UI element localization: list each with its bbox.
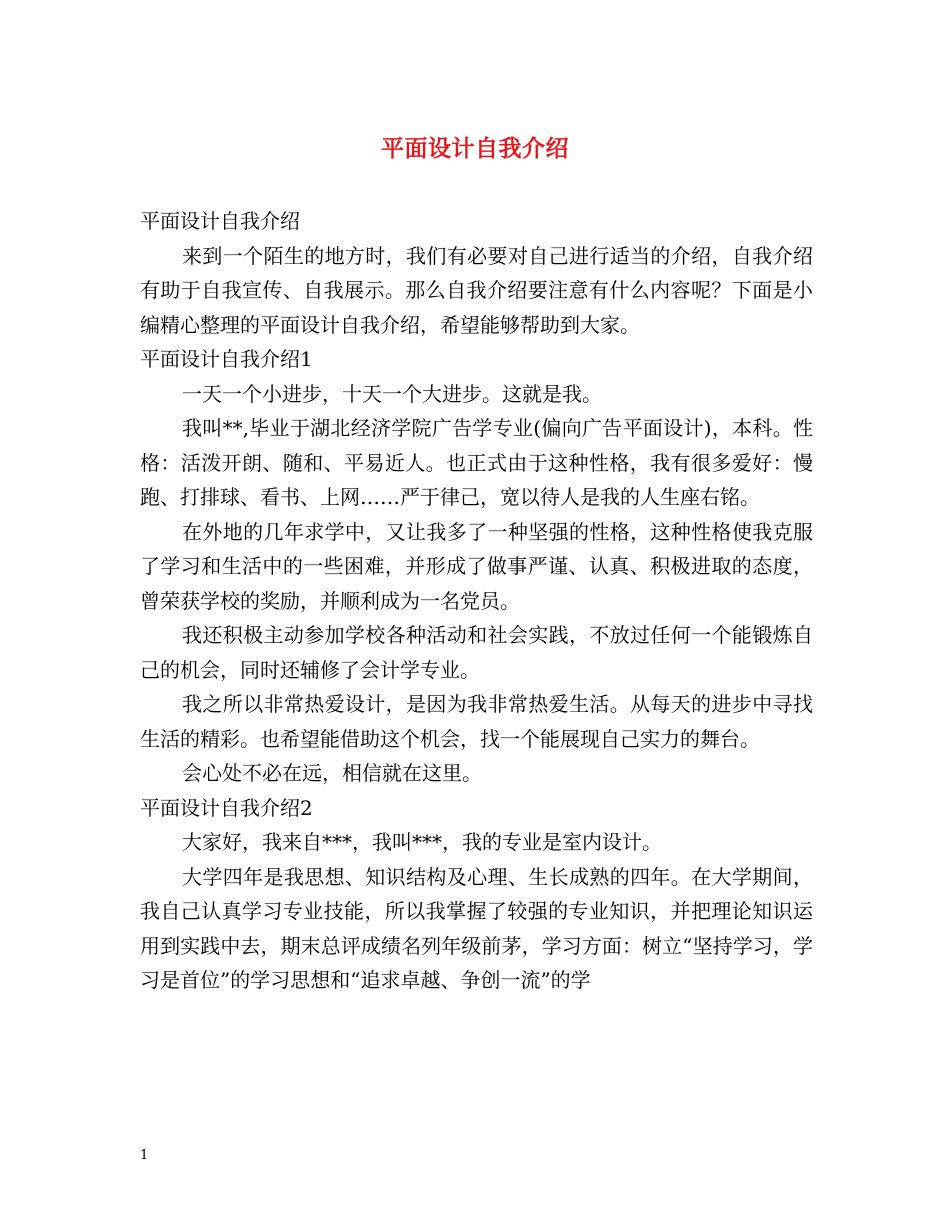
paragraph-intro: 来到一个陌生的地方时，我们有必要对自己进行适当的介绍，自我介绍有助于自我宣传、自我展示。那么自我介绍要注意有什么内容呢？下面是小编精心整理的平面设计自我介绍，希望能够帮助到大家。 — [140, 243, 813, 337]
paragraph: 一天一个小进步，十天一个大进步。这就是我。 — [182, 381, 602, 406]
paragraph: 在外地的几年求学中，又让我多了一种坚强的性格，这种性格使我克服了学习和生活中的一些困难，并形成了做事严谨、认真、积极进取的态度，曾荣获学校的奖励，并顺利成为一名党员。 — [140, 519, 813, 613]
section-heading-intro: 平面设计自我介绍 — [140, 209, 300, 233]
paragraph: 大家好，我来自***，我叫***，我的专业是室内设计。 — [182, 830, 662, 854]
paragraph: 会心处不必在远，相信就在这里。 — [182, 761, 482, 785]
section-heading-2: 平面设计自我介绍2 — [140, 795, 313, 820]
page-number: 1 — [140, 1148, 149, 1163]
paragraph: 我之所以非常热爱设计，是因为我非常热爱生活。从每天的进步中寻找生活的精彩。也希望能借助这个机会，找一个能展现自己实力的舞台。 — [140, 692, 813, 751]
paragraph: 我还积极主动参加学校各种活动和社会实践，不放过任何一个能锻炼自己的机会，同时还辅修了会计学专业。 — [140, 623, 813, 682]
document-title: 平面设计自我介绍 — [381, 135, 569, 162]
section-heading-1: 平面设计自我介绍1 — [140, 347, 313, 371]
paragraph: 我叫**,毕业于湖北经济学院广告学专业(偏向广告平面设计)，本科。性格：活泼开朗、随和、平易近人。也正式由于这种性格，我有很多爱好：慢跑、打排球、看书、上网……严于律己，宽以待人是我的人生座右铭。 — [140, 416, 813, 509]
document-body — [140, 204, 813, 998]
paragraph: 大学四年是我思想、知识结构及心理、生长成熟的四年。在大学期间，我自己认真学习专业技能，所以我掌握了较强的专业知识，并把理论知识运用到实践中去，期末总评成绩名列年级前茅，学习方面：树立“坚持学习，学习是首位”的学习思想和“追求卓越、争创一流”的学 — [140, 864, 813, 992]
